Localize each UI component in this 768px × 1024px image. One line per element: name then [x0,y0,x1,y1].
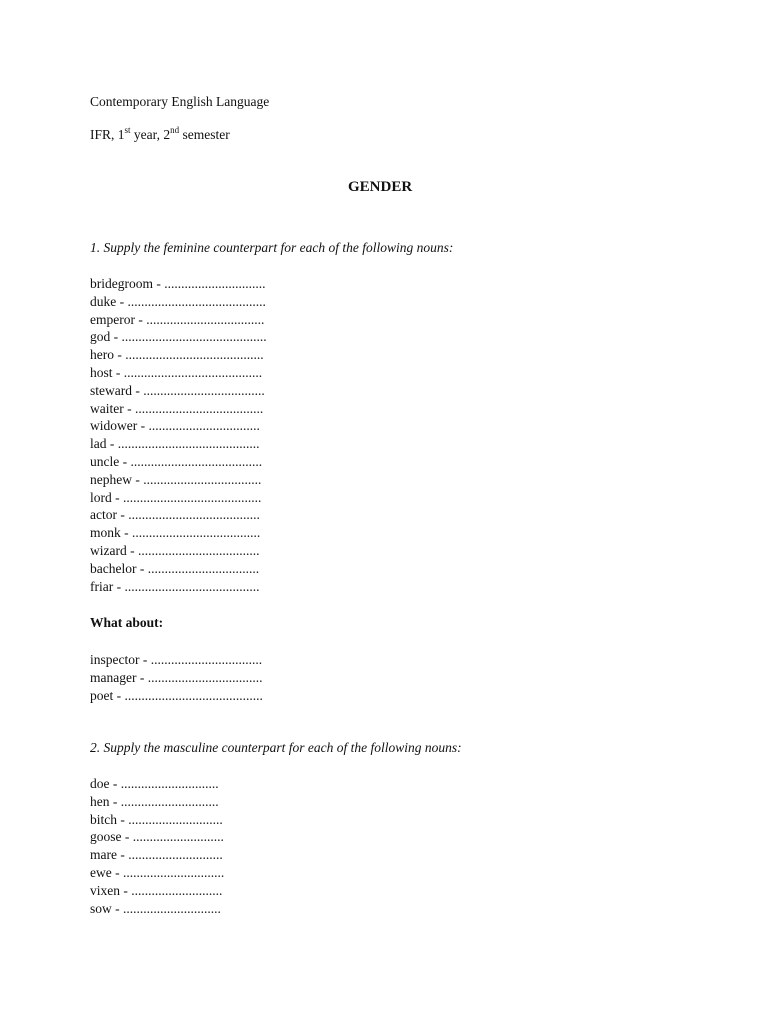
list-item [90,687,263,705]
list-item [90,560,267,578]
answer-blank: - ......................................... [112,364,263,380]
answer-blank: - ........................... [120,882,223,898]
noun: hen [90,793,110,809]
answer-blank: - ................................. [139,652,263,667]
noun: poet [90,687,114,703]
list-item [90,400,267,418]
what-about-heading: What about: [90,615,164,630]
answer-blank: - ................................... [131,471,262,487]
year-suffix: semester [179,127,230,142]
noun: sow [90,900,112,916]
noun: wizard [90,542,127,558]
noun: duke [90,293,117,309]
course-year-semester [90,124,230,143]
list-item [90,775,224,793]
list-item [90,828,224,846]
exercise-1-list [90,275,267,595]
answer-blank: - ........................................... [110,329,267,345]
noun: lad [90,436,107,452]
noun: friar [90,578,114,594]
exercise-2-instruction: 2. Supply the masculine counterpart for each of the following nouns: [90,740,462,755]
noun: steward [90,382,132,398]
exercise-2-list [90,775,224,917]
answer-blank: - .................................... [126,542,260,558]
noun: hero [90,347,114,363]
noun: mare [90,847,117,863]
answer-blank: - ......................................... [113,687,263,703]
noun: god [90,329,111,345]
list-item [90,669,263,687]
year-mid: year, 2 [130,127,171,142]
noun: bridegroom [90,276,153,291]
list-item [90,293,267,311]
answer-blank: - ................................. [137,418,260,434]
noun: actor [90,507,117,523]
list-item [90,275,267,293]
list-item [90,311,267,329]
what-about-list [90,651,263,704]
noun: lord [90,489,112,505]
noun: host [90,364,113,380]
list-item [90,651,263,669]
answer-blank: - ....................................... [116,507,260,523]
noun: inspector [90,652,140,667]
noun: goose [90,829,122,845]
list-item [90,811,224,829]
list-item [90,346,267,364]
course-title: Contemporary English Language [90,94,270,109]
answer-blank: - ............................ [116,847,223,863]
answer-blank: - ............................. [109,793,219,809]
list-item [90,382,267,400]
noun: widower [90,418,138,434]
page-title: GENDER [348,179,413,195]
year-sup-1: st [124,124,131,135]
answer-blank: - ........................................ [113,578,260,594]
list-item [90,435,267,453]
answer-blank: - .............................. [111,864,225,880]
exercise-1-instruction: 1. Supply the feminine counterpart for each of the following nouns: [90,240,454,255]
answer-blank: - ............................. [109,776,219,791]
answer-blank: - ........................... [121,829,224,845]
list-item [90,542,267,560]
noun: emperor [90,311,135,327]
noun: waiter [90,400,124,416]
answer-blank: - ................................. [136,560,260,576]
noun: bitch [90,811,117,827]
answer-blank: - .......................................... [106,436,260,452]
list-item [90,506,267,524]
noun: nephew [90,471,132,487]
answer-blank: - ...................................... [120,525,261,541]
answer-blank: - ....................................... [119,453,263,469]
answer-blank: - ............................. [111,900,221,916]
list-item [90,471,267,489]
noun: monk [90,525,121,541]
list-item [90,900,224,918]
list-item [90,328,267,346]
answer-blank: - ......................................... [116,293,266,309]
list-item [90,453,267,471]
answer-blank: - ................................... [134,311,265,327]
list-item [90,578,267,596]
noun: uncle [90,453,120,469]
noun: doe [90,776,110,791]
noun: ewe [90,864,112,880]
list-item [90,882,224,900]
year-sup-2: nd [170,124,180,135]
noun: bachelor [90,560,137,576]
answer-blank: - .................................. [136,669,263,685]
list-item [90,364,267,382]
noun: manager [90,669,137,685]
answer-blank: - ...................................... [123,400,264,416]
noun: vixen [90,882,120,898]
list-item [90,417,267,435]
answer-blank: - .................................... [131,382,265,398]
list-item [90,524,267,542]
answer-blank: - ............................ [117,811,223,827]
year-prefix: IFR, 1 [90,127,125,142]
list-item [90,489,267,507]
answer-blank: - ......................................... [114,347,264,363]
list-item [90,864,224,882]
answer-blank: - ......................................... [111,489,262,505]
answer-blank: - .............................. [153,276,266,291]
list-item [90,793,224,811]
list-item [90,846,224,864]
